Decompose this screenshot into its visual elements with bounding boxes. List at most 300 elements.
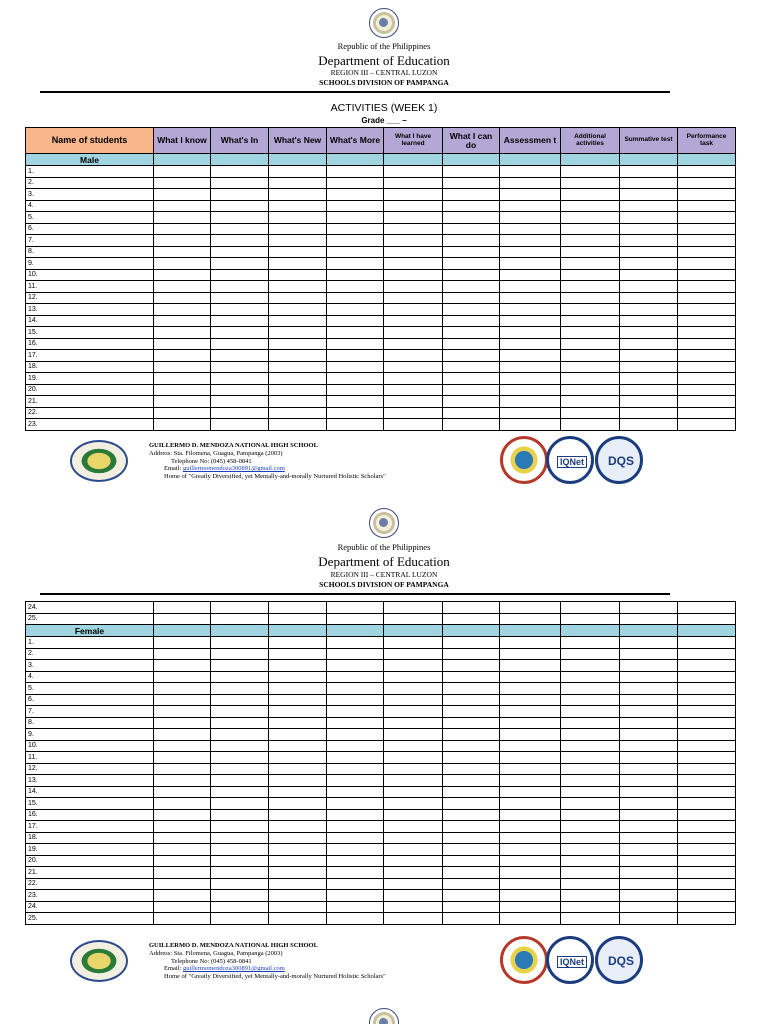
score-cell[interactable]: [154, 223, 211, 235]
score-cell[interactable]: [678, 292, 736, 304]
score-cell[interactable]: [678, 694, 736, 706]
score-cell[interactable]: [327, 361, 384, 373]
score-cell[interactable]: [561, 396, 620, 408]
score-cell[interactable]: [561, 913, 620, 925]
score-cell[interactable]: [154, 763, 211, 775]
score-cell[interactable]: [620, 660, 678, 672]
score-cell[interactable]: [443, 809, 500, 821]
score-cell[interactable]: [269, 281, 327, 293]
score-cell[interactable]: [154, 901, 211, 913]
score-cell[interactable]: [154, 396, 211, 408]
score-cell[interactable]: [500, 327, 561, 339]
score-cell[interactable]: [500, 821, 561, 833]
score-cell[interactable]: [678, 235, 736, 247]
score-cell[interactable]: [269, 350, 327, 362]
score-cell[interactable]: [327, 189, 384, 201]
score-cell[interactable]: [678, 660, 736, 672]
score-cell[interactable]: [620, 269, 678, 281]
score-cell[interactable]: [211, 660, 269, 672]
score-cell[interactable]: [678, 396, 736, 408]
score-cell[interactable]: [384, 602, 443, 614]
score-cell[interactable]: [561, 648, 620, 660]
score-cell[interactable]: [443, 223, 500, 235]
score-cell[interactable]: [269, 660, 327, 672]
score-cell[interactable]: [154, 878, 211, 890]
score-cell[interactable]: [500, 304, 561, 316]
score-cell[interactable]: [620, 212, 678, 224]
score-cell[interactable]: [269, 602, 327, 614]
score-cell[interactable]: [500, 683, 561, 695]
score-cell[interactable]: [443, 361, 500, 373]
score-cell[interactable]: [443, 890, 500, 902]
score-cell[interactable]: [620, 752, 678, 764]
score-cell[interactable]: [327, 223, 384, 235]
score-cell[interactable]: [211, 361, 269, 373]
score-cell[interactable]: [269, 327, 327, 339]
score-cell[interactable]: [269, 269, 327, 281]
score-cell[interactable]: [561, 189, 620, 201]
score-cell[interactable]: [327, 338, 384, 350]
score-cell[interactable]: [443, 694, 500, 706]
score-cell[interactable]: [269, 212, 327, 224]
score-cell[interactable]: [154, 844, 211, 856]
score-cell[interactable]: [211, 798, 269, 810]
score-cell[interactable]: [211, 613, 269, 625]
score-cell[interactable]: [443, 867, 500, 879]
score-cell[interactable]: [154, 269, 211, 281]
score-cell[interactable]: [561, 683, 620, 695]
score-cell[interactable]: [384, 166, 443, 178]
score-cell[interactable]: [561, 729, 620, 741]
score-cell[interactable]: [154, 338, 211, 350]
score-cell[interactable]: [384, 752, 443, 764]
score-cell[interactable]: [154, 671, 211, 683]
score-cell[interactable]: [327, 671, 384, 683]
score-cell[interactable]: [154, 752, 211, 764]
score-cell[interactable]: [384, 729, 443, 741]
score-cell[interactable]: [154, 821, 211, 833]
score-cell[interactable]: [561, 671, 620, 683]
score-cell[interactable]: [443, 212, 500, 224]
score-cell[interactable]: [500, 246, 561, 258]
score-cell[interactable]: [561, 763, 620, 775]
score-cell[interactable]: [327, 613, 384, 625]
score-cell[interactable]: [154, 327, 211, 339]
score-cell[interactable]: [500, 212, 561, 224]
score-cell[interactable]: [211, 694, 269, 706]
score-cell[interactable]: [269, 717, 327, 729]
score-cell[interactable]: [678, 350, 736, 362]
score-cell[interactable]: [327, 419, 384, 431]
score-cell[interactable]: [154, 292, 211, 304]
score-cell[interactable]: [620, 694, 678, 706]
score-cell[interactable]: [269, 292, 327, 304]
score-cell[interactable]: [443, 913, 500, 925]
score-cell[interactable]: [327, 809, 384, 821]
score-cell[interactable]: [620, 327, 678, 339]
score-cell[interactable]: [561, 350, 620, 362]
score-cell[interactable]: [561, 613, 620, 625]
score-cell[interactable]: [620, 809, 678, 821]
score-cell[interactable]: [620, 177, 678, 189]
score-cell[interactable]: [678, 189, 736, 201]
score-cell[interactable]: [620, 798, 678, 810]
score-cell[interactable]: [154, 855, 211, 867]
score-cell[interactable]: [327, 373, 384, 385]
score-cell[interactable]: [384, 258, 443, 270]
score-cell[interactable]: [154, 832, 211, 844]
score-cell[interactable]: [561, 717, 620, 729]
score-cell[interactable]: [211, 855, 269, 867]
score-cell[interactable]: [269, 246, 327, 258]
score-cell[interactable]: [327, 304, 384, 316]
score-cell[interactable]: [500, 786, 561, 798]
score-cell[interactable]: [269, 752, 327, 764]
score-cell[interactable]: [678, 821, 736, 833]
score-cell[interactable]: [327, 694, 384, 706]
score-cell[interactable]: [384, 281, 443, 293]
score-cell[interactable]: [269, 177, 327, 189]
score-cell[interactable]: [269, 200, 327, 212]
score-cell[interactable]: [443, 706, 500, 718]
score-cell[interactable]: [620, 373, 678, 385]
score-cell[interactable]: [500, 729, 561, 741]
score-cell[interactable]: [154, 361, 211, 373]
score-cell[interactable]: [443, 683, 500, 695]
score-cell[interactable]: [327, 200, 384, 212]
score-cell[interactable]: [211, 281, 269, 293]
score-cell[interactable]: [269, 786, 327, 798]
score-cell[interactable]: [384, 706, 443, 718]
score-cell[interactable]: [211, 304, 269, 316]
score-cell[interactable]: [384, 304, 443, 316]
score-cell[interactable]: [154, 189, 211, 201]
score-cell[interactable]: [678, 419, 736, 431]
score-cell[interactable]: [620, 832, 678, 844]
score-cell[interactable]: [561, 867, 620, 879]
score-cell[interactable]: [384, 189, 443, 201]
score-cell[interactable]: [500, 890, 561, 902]
score-cell[interactable]: [327, 281, 384, 293]
score-cell[interactable]: [384, 223, 443, 235]
score-cell[interactable]: [269, 637, 327, 649]
score-cell[interactable]: [327, 177, 384, 189]
score-cell[interactable]: [620, 246, 678, 258]
score-cell[interactable]: [620, 258, 678, 270]
score-cell[interactable]: [443, 396, 500, 408]
score-cell[interactable]: [443, 752, 500, 764]
score-cell[interactable]: [500, 407, 561, 419]
score-cell[interactable]: [384, 717, 443, 729]
score-cell[interactable]: [678, 809, 736, 821]
score-cell[interactable]: [620, 775, 678, 787]
score-cell[interactable]: [620, 407, 678, 419]
score-cell[interactable]: [443, 786, 500, 798]
score-cell[interactable]: [561, 694, 620, 706]
score-cell[interactable]: [620, 304, 678, 316]
score-cell[interactable]: [500, 648, 561, 660]
score-cell[interactable]: [500, 613, 561, 625]
score-cell[interactable]: [620, 223, 678, 235]
score-cell[interactable]: [620, 717, 678, 729]
score-cell[interactable]: [443, 832, 500, 844]
score-cell[interactable]: [678, 648, 736, 660]
score-cell[interactable]: [384, 671, 443, 683]
score-cell[interactable]: [384, 844, 443, 856]
score-cell[interactable]: [211, 189, 269, 201]
score-cell[interactable]: [500, 832, 561, 844]
score-cell[interactable]: [620, 878, 678, 890]
score-cell[interactable]: [678, 890, 736, 902]
score-cell[interactable]: [211, 683, 269, 695]
score-cell[interactable]: [678, 166, 736, 178]
score-cell[interactable]: [620, 384, 678, 396]
score-cell[interactable]: [211, 338, 269, 350]
score-cell[interactable]: [561, 844, 620, 856]
score-cell[interactable]: [211, 878, 269, 890]
score-cell[interactable]: [269, 648, 327, 660]
score-cell[interactable]: [384, 832, 443, 844]
score-cell[interactable]: [327, 855, 384, 867]
score-cell[interactable]: [211, 258, 269, 270]
score-cell[interactable]: [384, 246, 443, 258]
score-cell[interactable]: [620, 671, 678, 683]
score-cell[interactable]: [154, 281, 211, 293]
score-cell[interactable]: [678, 384, 736, 396]
score-cell[interactable]: [327, 235, 384, 247]
score-cell[interactable]: [620, 361, 678, 373]
score-cell[interactable]: [678, 855, 736, 867]
score-cell[interactable]: [500, 419, 561, 431]
score-cell[interactable]: [327, 327, 384, 339]
score-cell[interactable]: [211, 913, 269, 925]
score-cell[interactable]: [561, 166, 620, 178]
score-cell[interactable]: [384, 373, 443, 385]
score-cell[interactable]: [154, 867, 211, 879]
score-cell[interactable]: [384, 637, 443, 649]
score-cell[interactable]: [443, 775, 500, 787]
score-cell[interactable]: [620, 315, 678, 327]
score-cell[interactable]: [678, 200, 736, 212]
score-cell[interactable]: [561, 235, 620, 247]
score-cell[interactable]: [269, 258, 327, 270]
score-cell[interactable]: [678, 223, 736, 235]
score-cell[interactable]: [500, 660, 561, 672]
score-cell[interactable]: [154, 373, 211, 385]
score-cell[interactable]: [211, 419, 269, 431]
score-cell[interactable]: [678, 315, 736, 327]
score-cell[interactable]: [443, 901, 500, 913]
score-cell[interactable]: [561, 258, 620, 270]
score-cell[interactable]: [443, 613, 500, 625]
email-link[interactable]: guillermomendoza300891@gmail.com: [182, 465, 285, 473]
score-cell[interactable]: [500, 235, 561, 247]
score-cell[interactable]: [443, 717, 500, 729]
score-cell[interactable]: [561, 407, 620, 419]
score-cell[interactable]: [211, 350, 269, 362]
score-cell[interactable]: [327, 350, 384, 362]
score-cell[interactable]: [269, 878, 327, 890]
score-cell[interactable]: [678, 361, 736, 373]
score-cell[interactable]: [211, 775, 269, 787]
score-cell[interactable]: [154, 200, 211, 212]
score-cell[interactable]: [327, 832, 384, 844]
score-cell[interactable]: [561, 890, 620, 902]
score-cell[interactable]: [443, 660, 500, 672]
score-cell[interactable]: [500, 717, 561, 729]
score-cell[interactable]: [327, 683, 384, 695]
score-cell[interactable]: [211, 844, 269, 856]
score-cell[interactable]: [384, 384, 443, 396]
score-cell[interactable]: [620, 821, 678, 833]
score-cell[interactable]: [384, 867, 443, 879]
score-cell[interactable]: [443, 648, 500, 660]
score-cell[interactable]: [327, 602, 384, 614]
score-cell[interactable]: [500, 384, 561, 396]
score-cell[interactable]: [384, 855, 443, 867]
score-cell[interactable]: [500, 361, 561, 373]
score-cell[interactable]: [500, 602, 561, 614]
score-cell[interactable]: [678, 613, 736, 625]
score-cell[interactable]: [678, 740, 736, 752]
score-cell[interactable]: [154, 419, 211, 431]
score-cell[interactable]: [154, 729, 211, 741]
score-cell[interactable]: [269, 809, 327, 821]
score-cell[interactable]: [211, 269, 269, 281]
score-cell[interactable]: [269, 798, 327, 810]
score-cell[interactable]: [561, 786, 620, 798]
score-cell[interactable]: [500, 867, 561, 879]
score-cell[interactable]: [620, 637, 678, 649]
score-cell[interactable]: [561, 809, 620, 821]
score-cell[interactable]: [211, 671, 269, 683]
score-cell[interactable]: [443, 200, 500, 212]
score-cell[interactable]: [327, 648, 384, 660]
score-cell[interactable]: [327, 269, 384, 281]
score-cell[interactable]: [154, 637, 211, 649]
score-cell[interactable]: [443, 166, 500, 178]
score-cell[interactable]: [211, 373, 269, 385]
score-cell[interactable]: [269, 396, 327, 408]
score-cell[interactable]: [154, 613, 211, 625]
score-cell[interactable]: [678, 304, 736, 316]
score-cell[interactable]: [620, 867, 678, 879]
score-cell[interactable]: [561, 315, 620, 327]
score-cell[interactable]: [443, 729, 500, 741]
score-cell[interactable]: [211, 396, 269, 408]
score-cell[interactable]: [443, 338, 500, 350]
score-cell[interactable]: [443, 304, 500, 316]
score-cell[interactable]: [327, 844, 384, 856]
score-cell[interactable]: [327, 246, 384, 258]
score-cell[interactable]: [384, 648, 443, 660]
score-cell[interactable]: [211, 223, 269, 235]
score-cell[interactable]: [384, 694, 443, 706]
score-cell[interactable]: [561, 821, 620, 833]
score-cell[interactable]: [678, 752, 736, 764]
score-cell[interactable]: [269, 373, 327, 385]
score-cell[interactable]: [443, 315, 500, 327]
score-cell[interactable]: [443, 855, 500, 867]
score-cell[interactable]: [154, 890, 211, 902]
score-cell[interactable]: [500, 258, 561, 270]
score-cell[interactable]: [269, 729, 327, 741]
score-cell[interactable]: [269, 855, 327, 867]
score-cell[interactable]: [269, 890, 327, 902]
score-cell[interactable]: [561, 200, 620, 212]
score-cell[interactable]: [384, 683, 443, 695]
score-cell[interactable]: [269, 867, 327, 879]
score-cell[interactable]: [561, 752, 620, 764]
score-cell[interactable]: [154, 809, 211, 821]
score-cell[interactable]: [327, 258, 384, 270]
score-cell[interactable]: [678, 913, 736, 925]
score-cell[interactable]: [384, 235, 443, 247]
score-cell[interactable]: [678, 763, 736, 775]
score-cell[interactable]: [327, 740, 384, 752]
score-cell[interactable]: [561, 338, 620, 350]
score-cell[interactable]: [500, 855, 561, 867]
score-cell[interactable]: [154, 683, 211, 695]
score-cell[interactable]: [620, 602, 678, 614]
score-cell[interactable]: [443, 350, 500, 362]
score-cell[interactable]: [269, 361, 327, 373]
score-cell[interactable]: [620, 281, 678, 293]
score-cell[interactable]: [500, 706, 561, 718]
score-cell[interactable]: [211, 786, 269, 798]
score-cell[interactable]: [443, 189, 500, 201]
score-cell[interactable]: [678, 786, 736, 798]
score-cell[interactable]: [384, 901, 443, 913]
score-cell[interactable]: [678, 901, 736, 913]
score-cell[interactable]: [269, 315, 327, 327]
score-cell[interactable]: [500, 315, 561, 327]
score-cell[interactable]: [561, 602, 620, 614]
score-cell[interactable]: [211, 200, 269, 212]
score-cell[interactable]: [269, 683, 327, 695]
score-cell[interactable]: [211, 648, 269, 660]
score-cell[interactable]: [620, 419, 678, 431]
score-cell[interactable]: [500, 338, 561, 350]
score-cell[interactable]: [443, 637, 500, 649]
score-cell[interactable]: [269, 694, 327, 706]
score-cell[interactable]: [500, 269, 561, 281]
score-cell[interactable]: [620, 683, 678, 695]
score-cell[interactable]: [154, 913, 211, 925]
score-cell[interactable]: [443, 327, 500, 339]
score-cell[interactable]: [500, 223, 561, 235]
score-cell[interactable]: [443, 235, 500, 247]
score-cell[interactable]: [154, 350, 211, 362]
score-cell[interactable]: [211, 327, 269, 339]
score-cell[interactable]: [561, 855, 620, 867]
score-cell[interactable]: [211, 717, 269, 729]
score-cell[interactable]: [384, 740, 443, 752]
score-cell[interactable]: [561, 878, 620, 890]
score-cell[interactable]: [561, 798, 620, 810]
score-cell[interactable]: [561, 223, 620, 235]
score-cell[interactable]: [211, 246, 269, 258]
score-cell[interactable]: [500, 913, 561, 925]
score-cell[interactable]: [561, 373, 620, 385]
score-cell[interactable]: [384, 821, 443, 833]
score-cell[interactable]: [443, 281, 500, 293]
score-cell[interactable]: [443, 407, 500, 419]
score-cell[interactable]: [269, 384, 327, 396]
score-cell[interactable]: [620, 292, 678, 304]
score-cell[interactable]: [561, 246, 620, 258]
score-cell[interactable]: [620, 729, 678, 741]
